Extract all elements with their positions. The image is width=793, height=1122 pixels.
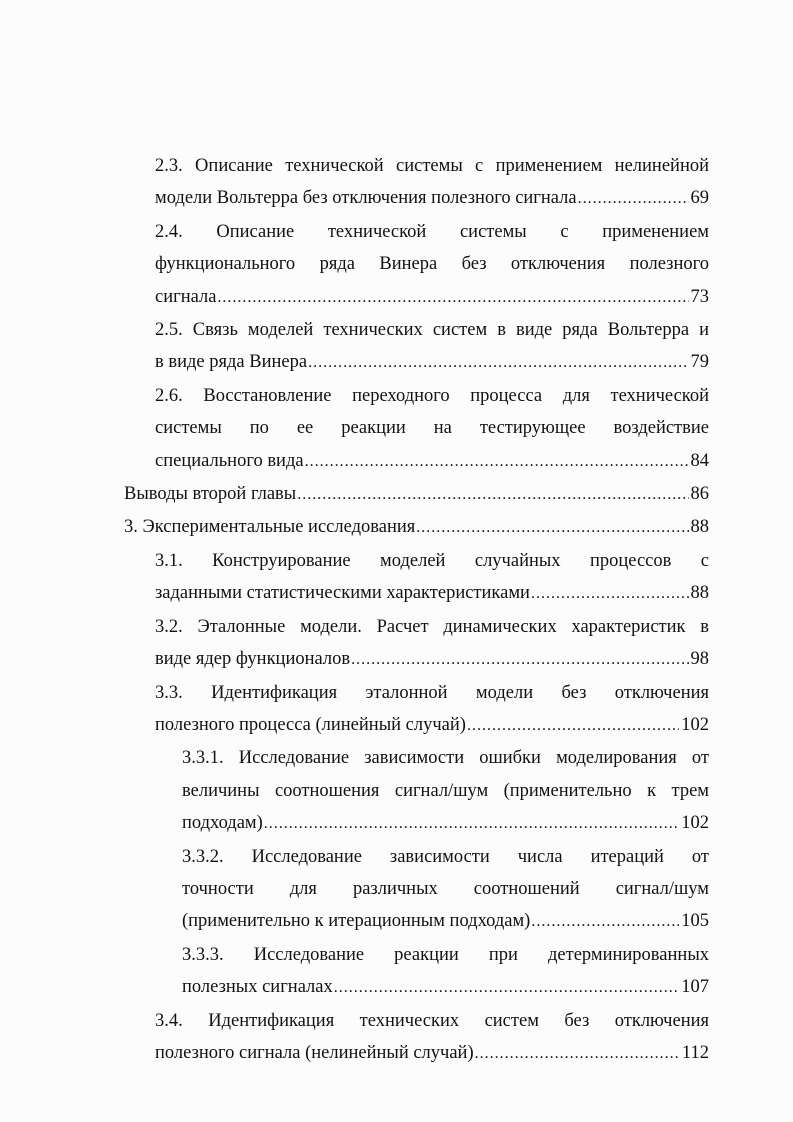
toc-entry-title: в виде ряда Винера (155, 352, 308, 373)
table-of-contents (0, 150, 793, 1070)
toc-page-number: 84 (690, 450, 709, 471)
toc-entry-line: 3.3.2. Исследование зависимости числа итераций от (182, 846, 709, 867)
toc-entry-line: 3.4. Идентификация технических систем без отключения (155, 1010, 709, 1031)
dot-leader (531, 906, 679, 938)
toc-entry-leader-line (155, 643, 709, 676)
toc-entry (155, 380, 709, 478)
toc-page-number: 73 (690, 286, 709, 307)
dot-leader (416, 512, 688, 544)
toc-entry (124, 478, 709, 511)
toc-entry-title: заданными статистическими характеристиками (155, 583, 530, 604)
dot-leader (351, 644, 688, 676)
toc-page-number: 102 (681, 813, 709, 834)
toc-entry-line: точности для различных соотношений сигнал/шум (182, 878, 709, 899)
toc-entry-title: сигнала (155, 286, 217, 307)
toc-entry-leader-line (124, 511, 709, 544)
toc-entry-leader-line (124, 478, 709, 511)
toc-page-number: 112 (681, 1042, 709, 1063)
toc-page-number: 69 (690, 188, 709, 209)
dot-leader (475, 1038, 680, 1070)
toc-entry-leader-line (155, 1037, 709, 1070)
toc-entry-line: функционального ряда Винера без отключения полезного (155, 254, 709, 275)
toc-entry-leader-line (155, 182, 709, 215)
toc-entry-leader-line (182, 905, 709, 938)
toc-entry (155, 314, 709, 380)
toc-entry-line: 2.6. Восстановление переходного процесса для технической (155, 385, 709, 406)
toc-entry (182, 742, 709, 840)
dot-leader (531, 578, 689, 610)
toc-entry (124, 511, 709, 544)
dot-leader (578, 183, 689, 215)
toc-entry-leader-line (182, 971, 709, 1004)
toc-entry-leader-line (155, 346, 709, 379)
toc-entry-line: 3.3. Идентификация эталонной модели без отключения (155, 682, 709, 703)
toc-entry-title: виде ядер функционалов (155, 649, 351, 670)
toc-entry-line: 3.3.3. Исследование реакции при детерминированных (182, 944, 709, 965)
toc-entry-line: 2.4. Описание технической системы с применением (155, 221, 709, 242)
dot-leader (334, 972, 679, 1004)
dot-leader (467, 710, 679, 742)
toc-entry (182, 939, 709, 1005)
toc-entry-title: Выводы второй главы (124, 484, 297, 505)
toc-page-number: 88 (690, 517, 709, 538)
dot-leader (297, 479, 688, 511)
toc-entry (155, 150, 709, 216)
toc-page-number: 79 (690, 352, 709, 373)
toc-entry-line: 3.1. Конструирование моделей случайных процессов с (155, 550, 709, 571)
dot-leader (217, 282, 688, 314)
toc-entry (155, 677, 709, 743)
toc-entry-line: величины соотношения сигнал/шум (применительно к трем (182, 780, 709, 801)
toc-entry-title: полезного сигнала (нелинейный случай) (155, 1042, 474, 1063)
toc-entry-title: модели Вольтерра без отключения полезного сигнала (155, 188, 577, 209)
toc-entry-leader-line (155, 577, 709, 610)
toc-page-number: 102 (681, 714, 709, 735)
toc-entry (155, 545, 709, 611)
toc-entry-line: 2.5. Связь моделей технических систем в виде ряда Вольтерра и (155, 320, 709, 341)
toc-page-number: 107 (681, 977, 709, 998)
toc-entry (155, 216, 709, 314)
toc-entry-line: 3.2. Эталонные модели. Расчет динамических характеристик в (155, 616, 709, 637)
toc-entry-leader-line (155, 709, 709, 742)
toc-entry-leader-line (182, 807, 709, 840)
toc-entry-title: (применительно к итерационным подходам) (182, 911, 531, 932)
toc-entry-line: 3.3.1. Исследование зависимости ошибки моделирования от (182, 748, 709, 769)
toc-entry-title: полезного процесса (линейный случай) (155, 714, 466, 735)
toc-entry-line: системы по ее реакции на тестирующее воздействие (155, 418, 709, 439)
toc-entry-leader-line (155, 445, 709, 478)
toc-entry-title: 3. Экспериментальные исследования (124, 517, 416, 538)
toc-entry-title: полезных сигналах (182, 977, 333, 998)
toc-page-number: 88 (690, 583, 709, 604)
dot-leader (305, 446, 689, 478)
toc-entry-title: специального вида (155, 450, 304, 471)
toc-page-number: 86 (690, 484, 709, 505)
toc-entry (182, 841, 709, 939)
toc-page-number: 98 (690, 649, 709, 670)
toc-entry-leader-line (155, 281, 709, 314)
toc-entry-title: подходам) (182, 813, 263, 834)
dot-leader (308, 347, 688, 379)
toc-page-number: 105 (681, 911, 709, 932)
toc-entry-line: 2.3. Описание технической системы с применением нелинейной (155, 156, 709, 176)
toc-entry (155, 611, 709, 677)
toc-entry (155, 1005, 709, 1071)
dot-leader (264, 808, 679, 840)
